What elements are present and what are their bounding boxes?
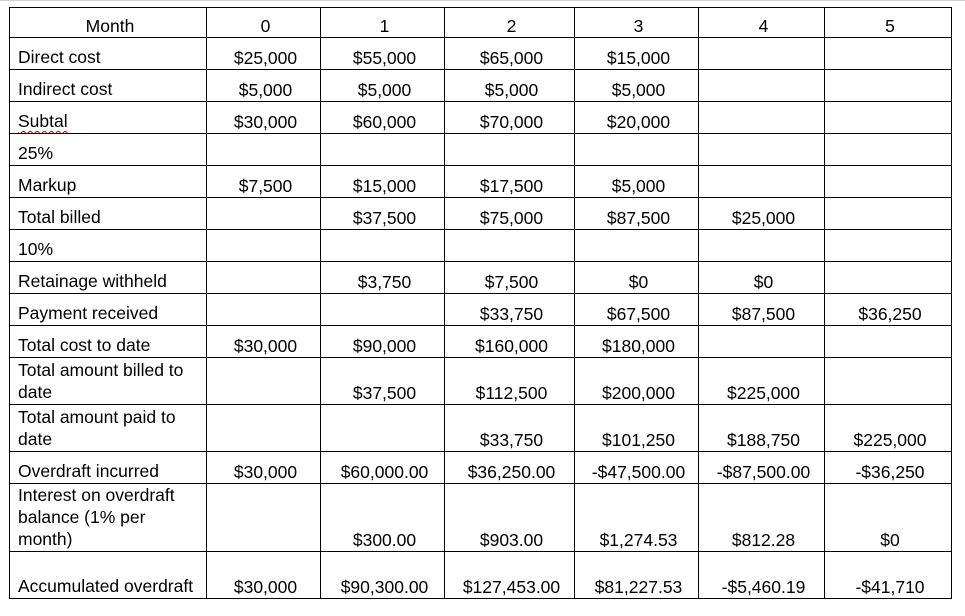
- cell: [825, 70, 952, 102]
- row-label: Payment received: [10, 294, 207, 326]
- cell: [699, 230, 825, 262]
- header-month-3: 3: [575, 8, 699, 38]
- cell: [207, 358, 321, 405]
- row-total-billed: [10, 198, 952, 230]
- row-label: Total cost to date: [10, 326, 207, 358]
- row-label: 25%: [10, 134, 207, 166]
- row-label: Indirect cost: [10, 70, 207, 102]
- cell: $81,227.53: [575, 552, 699, 599]
- top-rule: [0, 0, 965, 1]
- cell: $112,500: [445, 358, 575, 405]
- row-markup: [10, 166, 952, 198]
- cell: $20,000: [575, 102, 699, 134]
- cell: [321, 230, 445, 262]
- cell: $70,000: [445, 102, 575, 134]
- row-label: Total amount billed to date: [10, 358, 207, 405]
- cell: $5,000: [321, 70, 445, 102]
- row-total-amount-billed-to-date: [10, 358, 952, 405]
- cell: $36,250.00: [445, 452, 575, 484]
- header-month-5: 5: [825, 8, 952, 38]
- cell: $37,500: [321, 198, 445, 230]
- header-month-2: 2: [445, 8, 575, 38]
- cash-flow-table: [9, 7, 952, 599]
- cell: $903.00: [445, 484, 575, 552]
- cell: [207, 405, 321, 452]
- cell: $67,500: [575, 294, 699, 326]
- cell: [699, 70, 825, 102]
- cell: $65,000: [445, 38, 575, 70]
- cell: $90,300.00: [321, 552, 445, 599]
- cell: [699, 166, 825, 198]
- cell: $60,000: [321, 102, 445, 134]
- header-row: [10, 8, 952, 38]
- cell: $33,750: [445, 294, 575, 326]
- row-label: Total billed: [10, 198, 207, 230]
- cell: $5,000: [207, 70, 321, 102]
- cell: [699, 38, 825, 70]
- row-overdraft-incurred: [10, 452, 952, 484]
- cell: $55,000: [321, 38, 445, 70]
- row-label: Total amount paid to date: [10, 405, 207, 452]
- cell: [825, 358, 952, 405]
- cell: [699, 134, 825, 166]
- row-label: Direct cost: [10, 38, 207, 70]
- cell: $1,274.53: [575, 484, 699, 552]
- cell: $5,000: [575, 70, 699, 102]
- cell: -$5,460.19: [699, 552, 825, 599]
- cell: $3,750: [321, 262, 445, 294]
- cell: [321, 405, 445, 452]
- row-total-cost-to-date: [10, 326, 952, 358]
- cell: [699, 326, 825, 358]
- row-label: 10%: [10, 230, 207, 262]
- cell: [207, 198, 321, 230]
- cell: $36,250: [825, 294, 952, 326]
- cell: [207, 134, 321, 166]
- cell: [207, 230, 321, 262]
- cell: $37,500: [321, 358, 445, 405]
- cell: $87,500: [699, 294, 825, 326]
- cell: $300.00: [321, 484, 445, 552]
- row-label: Overdraft incurred: [10, 452, 207, 484]
- cell: [575, 230, 699, 262]
- cell: [825, 102, 952, 134]
- row-label: Markup: [10, 166, 207, 198]
- cell: $0: [825, 484, 952, 552]
- cell: $90,000: [321, 326, 445, 358]
- cell: [825, 262, 952, 294]
- cell: -$47,500.00: [575, 452, 699, 484]
- spellcheck-underline: Subtal: [18, 111, 68, 131]
- cell: [445, 134, 575, 166]
- cell: $200,000: [575, 358, 699, 405]
- cell: [825, 166, 952, 198]
- row-label: Accumulated overdraft: [10, 552, 207, 599]
- cell: [825, 230, 952, 262]
- row-label: Interest on overdraft balance (1% per month): [10, 484, 207, 552]
- row-accumulated-overdraft: [10, 552, 952, 599]
- cell: $30,000: [207, 552, 321, 599]
- cell: $30,000: [207, 452, 321, 484]
- cell: [825, 198, 952, 230]
- cell: $225,000: [825, 405, 952, 452]
- cell: [825, 326, 952, 358]
- row-direct-cost: [10, 38, 952, 70]
- cell: $180,000: [575, 326, 699, 358]
- cell: [321, 294, 445, 326]
- cell: $5,000: [575, 166, 699, 198]
- cell: $60,000.00: [321, 452, 445, 484]
- cell: $33,750: [445, 405, 575, 452]
- cell: $87,500: [575, 198, 699, 230]
- cell: $15,000: [321, 166, 445, 198]
- row-payment-received: [10, 294, 952, 326]
- cell: $7,500: [445, 262, 575, 294]
- header-month: Month: [10, 8, 207, 38]
- cell: [825, 134, 952, 166]
- row-markup-rate: [10, 134, 952, 166]
- row-subtal: [10, 102, 952, 134]
- cell: [207, 294, 321, 326]
- row-interest-on-overdraft: [10, 484, 952, 552]
- cell: $17,500: [445, 166, 575, 198]
- cell: [207, 262, 321, 294]
- cell: $0: [575, 262, 699, 294]
- cell: $812.28: [699, 484, 825, 552]
- cell: $5,000: [445, 70, 575, 102]
- row-total-amount-paid-to-date: [10, 405, 952, 452]
- cell: $30,000: [207, 102, 321, 134]
- cell: $25,000: [699, 198, 825, 230]
- cell: $101,250: [575, 405, 699, 452]
- cell: $225,000: [699, 358, 825, 405]
- header-month-1: 1: [321, 8, 445, 38]
- cell: -$36,250: [825, 452, 952, 484]
- cell: [445, 230, 575, 262]
- cell: $25,000: [207, 38, 321, 70]
- cell: [321, 134, 445, 166]
- cell: [825, 38, 952, 70]
- cell: $127,453.00: [445, 552, 575, 599]
- cell: $75,000: [445, 198, 575, 230]
- cell: $0: [699, 262, 825, 294]
- cell: [575, 134, 699, 166]
- cell: [699, 102, 825, 134]
- cell: -$41,710: [825, 552, 952, 599]
- cell: $15,000: [575, 38, 699, 70]
- row-label: Retainage withheld: [10, 262, 207, 294]
- cell: $188,750: [699, 405, 825, 452]
- cell: [207, 484, 321, 552]
- header-month-0: 0: [207, 8, 321, 38]
- row-label: [10, 102, 207, 134]
- cell: $7,500: [207, 166, 321, 198]
- cell: -$87,500.00: [699, 452, 825, 484]
- cell: $160,000: [445, 326, 575, 358]
- header-month-4: 4: [699, 8, 825, 38]
- row-retainage-rate: [10, 230, 952, 262]
- row-indirect-cost: [10, 70, 952, 102]
- cell: $30,000: [207, 326, 321, 358]
- row-retainage-withheld: [10, 262, 952, 294]
